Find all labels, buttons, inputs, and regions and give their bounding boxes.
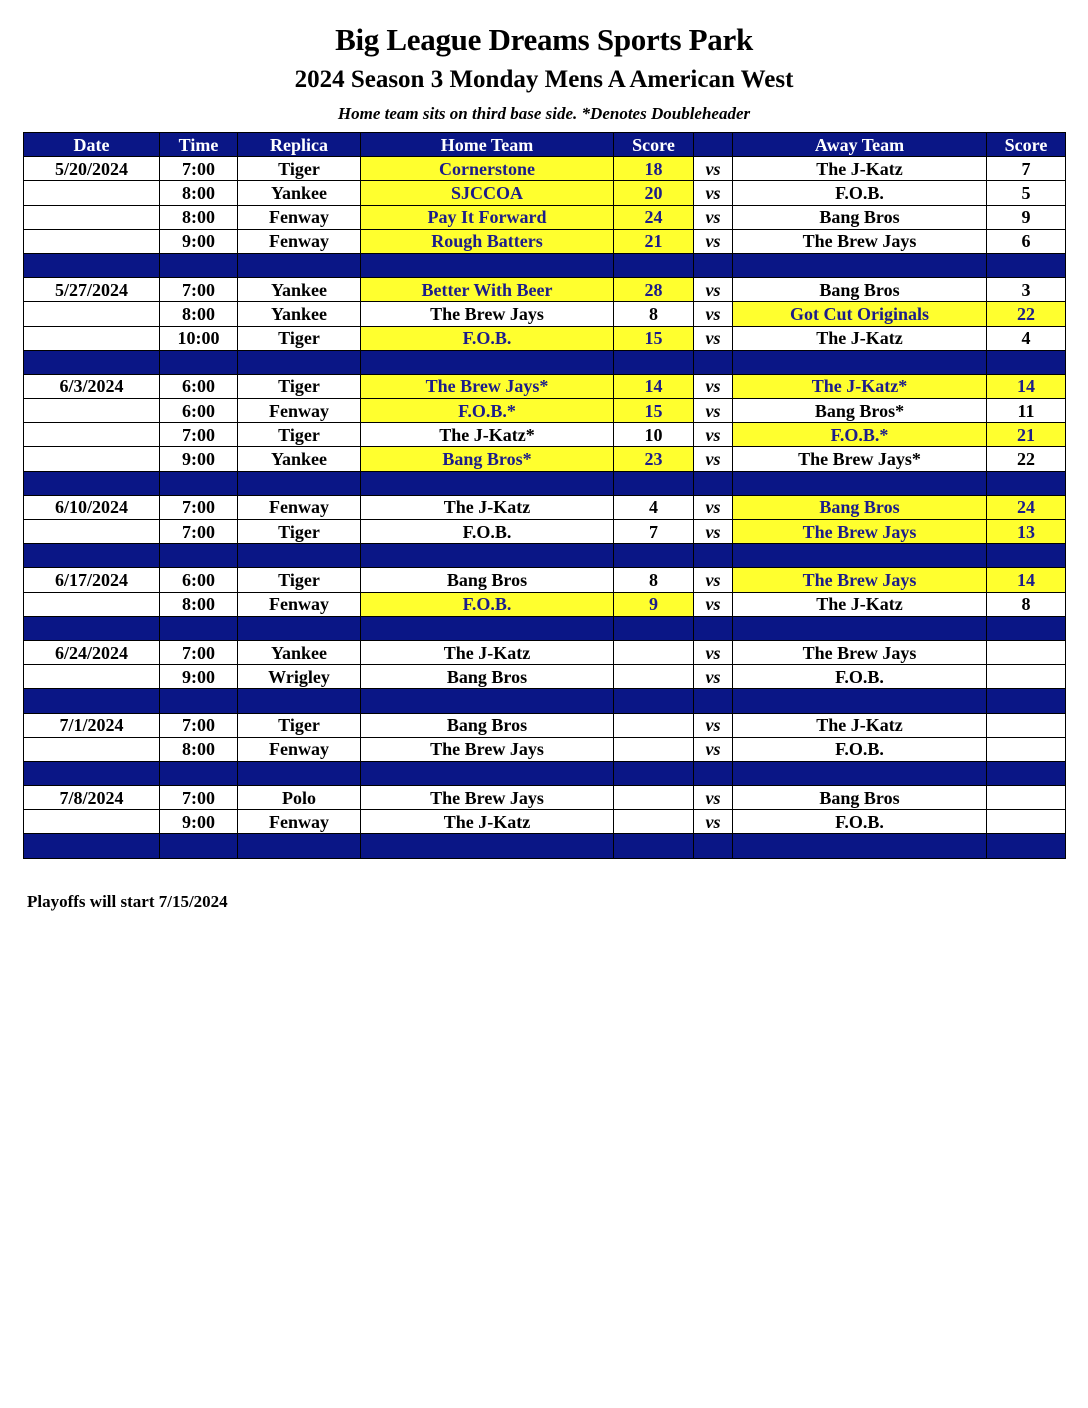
cell-away-team: Bang Bros	[733, 278, 987, 302]
cell-home-score	[614, 810, 694, 834]
game-row	[24, 568, 1066, 592]
cell-away-team: F.O.B.	[733, 665, 987, 689]
game-row	[24, 326, 1066, 350]
separator-cell	[614, 471, 694, 495]
cell-replica: Wrigley	[238, 665, 361, 689]
cell-away-score: 8	[987, 592, 1066, 616]
game-row	[24, 399, 1066, 423]
cell-home-score: 14	[614, 374, 694, 398]
cell-replica: Fenway	[238, 810, 361, 834]
cell-time: 7:00	[160, 640, 238, 664]
separator-row	[24, 834, 1066, 858]
cell-away-team: The J-Katz	[733, 592, 987, 616]
separator-cell	[160, 350, 238, 374]
cell-date: 6/10/2024	[24, 495, 160, 519]
separator-cell	[614, 253, 694, 277]
separator-cell	[238, 350, 361, 374]
cell-date	[24, 810, 160, 834]
cell-away-team: The J-Katz*	[733, 374, 987, 398]
cell-date	[24, 520, 160, 544]
cell-vs: vs	[694, 374, 733, 398]
cell-time: 7:00	[160, 278, 238, 302]
cell-time: 7:00	[160, 786, 238, 810]
cell-date	[24, 447, 160, 471]
game-row	[24, 786, 1066, 810]
separator-cell	[987, 761, 1066, 785]
cell-replica: Yankee	[238, 302, 361, 326]
separator-cell	[614, 616, 694, 640]
cell-home-team: The J-Katz	[361, 640, 614, 664]
cell-replica: Fenway	[238, 229, 361, 253]
cell-away-score: 14	[987, 568, 1066, 592]
cell-away-team: Bang Bros	[733, 205, 987, 229]
separator-cell	[24, 834, 160, 858]
separator-row	[24, 350, 1066, 374]
cell-home-score: 8	[614, 302, 694, 326]
cell-replica: Fenway	[238, 495, 361, 519]
separator-cell	[987, 544, 1066, 568]
separator-cell	[733, 761, 987, 785]
cell-vs: vs	[694, 786, 733, 810]
cell-date	[24, 326, 160, 350]
cell-time: 6:00	[160, 399, 238, 423]
cell-home-score	[614, 713, 694, 737]
page-subtitle: 2024 Season 3 Monday Mens A American West	[294, 66, 794, 93]
cell-date: 6/3/2024	[24, 374, 160, 398]
separator-cell	[160, 471, 238, 495]
cell-time: 6:00	[160, 374, 238, 398]
separator-cell	[238, 834, 361, 858]
separator-cell	[160, 834, 238, 858]
cell-away-score	[987, 665, 1066, 689]
cell-date	[24, 229, 160, 253]
cell-time: 10:00	[160, 326, 238, 350]
cell-time: 9:00	[160, 447, 238, 471]
separator-cell	[987, 689, 1066, 713]
cell-home-team: Bang Bros	[361, 713, 614, 737]
cell-replica: Yankee	[238, 447, 361, 471]
cell-replica: Yankee	[238, 278, 361, 302]
schedule-table	[23, 132, 1066, 859]
cell-away-score: 3	[987, 278, 1066, 302]
cell-home-score: 20	[614, 181, 694, 205]
cell-date	[24, 423, 160, 447]
cell-vs: vs	[694, 737, 733, 761]
separator-cell	[733, 544, 987, 568]
cell-home-team: The J-Katz	[361, 495, 614, 519]
separator-cell	[361, 834, 614, 858]
cell-away-team: The Brew Jays*	[733, 447, 987, 471]
cell-home-score: 9	[614, 592, 694, 616]
cell-away-team: F.O.B.*	[733, 423, 987, 447]
cell-home-score	[614, 640, 694, 664]
game-row	[24, 229, 1066, 253]
cell-home-team: SJCCOA	[361, 181, 614, 205]
cell-time: 7:00	[160, 423, 238, 447]
separator-cell	[694, 761, 733, 785]
separator-cell	[733, 616, 987, 640]
separator-cell	[694, 834, 733, 858]
cell-date: 6/24/2024	[24, 640, 160, 664]
separator-cell	[160, 616, 238, 640]
separator-cell	[987, 253, 1066, 277]
playoffs-note: Playoffs will start 7/15/2024	[27, 892, 228, 911]
schedule-note: Home team sits on third base side. *Denotes Doubleheader	[337, 104, 751, 123]
cell-vs: vs	[694, 181, 733, 205]
cell-time: 7:00	[160, 157, 238, 181]
game-row	[24, 737, 1066, 761]
cell-vs: vs	[694, 665, 733, 689]
cell-away-team: The J-Katz	[733, 326, 987, 350]
cell-date: 5/20/2024	[24, 157, 160, 181]
game-row	[24, 278, 1066, 302]
cell-vs: vs	[694, 568, 733, 592]
separator-cell	[24, 761, 160, 785]
cell-date: 5/27/2024	[24, 278, 160, 302]
schedule-body	[24, 157, 1066, 858]
separator-cell	[361, 350, 614, 374]
separator-cell	[614, 350, 694, 374]
cell-home-score: 28	[614, 278, 694, 302]
separator-cell	[614, 761, 694, 785]
cell-replica: Tiger	[238, 326, 361, 350]
cell-home-team: F.O.B.	[361, 326, 614, 350]
game-row	[24, 495, 1066, 519]
cell-vs: vs	[694, 205, 733, 229]
game-row	[24, 447, 1066, 471]
cell-replica: Tiger	[238, 423, 361, 447]
game-row	[24, 713, 1066, 737]
separator-cell	[361, 253, 614, 277]
cell-vs: vs	[694, 447, 733, 471]
separator-row	[24, 616, 1066, 640]
cell-home-team: Bang Bros	[361, 568, 614, 592]
cell-away-team: F.O.B.	[733, 737, 987, 761]
separator-cell	[160, 544, 238, 568]
separator-cell	[361, 689, 614, 713]
game-row	[24, 423, 1066, 447]
cell-away-score: 11	[987, 399, 1066, 423]
cell-away-team: Bang Bros	[733, 786, 987, 810]
separator-cell	[614, 544, 694, 568]
cell-time: 8:00	[160, 205, 238, 229]
separator-cell	[24, 689, 160, 713]
separator-cell	[694, 689, 733, 713]
separator-cell	[24, 616, 160, 640]
separator-cell	[160, 689, 238, 713]
cell-away-team: The Brew Jays	[733, 520, 987, 544]
cell-vs: vs	[694, 423, 733, 447]
cell-home-team: Bang Bros*	[361, 447, 614, 471]
page-title: Big League Dreams Sports Park	[335, 22, 753, 57]
col-header-home-team: Home Team	[361, 133, 614, 157]
cell-away-score: 14	[987, 374, 1066, 398]
separator-cell	[694, 350, 733, 374]
cell-home-team: F.O.B.	[361, 520, 614, 544]
separator-cell	[238, 689, 361, 713]
cell-replica: Polo	[238, 786, 361, 810]
cell-home-score: 8	[614, 568, 694, 592]
cell-home-team: The Brew Jays	[361, 302, 614, 326]
separator-cell	[238, 544, 361, 568]
cell-vs: vs	[694, 592, 733, 616]
separator-cell	[24, 253, 160, 277]
cell-time: 8:00	[160, 302, 238, 326]
cell-date: 6/17/2024	[24, 568, 160, 592]
cell-home-team: Cornerstone	[361, 157, 614, 181]
game-row	[24, 520, 1066, 544]
cell-replica: Yankee	[238, 181, 361, 205]
separator-cell	[733, 689, 987, 713]
cell-home-team: Pay It Forward	[361, 205, 614, 229]
separator-cell	[987, 471, 1066, 495]
cell-replica: Fenway	[238, 399, 361, 423]
col-header-home-score: Score	[614, 133, 694, 157]
separator-cell	[987, 834, 1066, 858]
cell-away-team: The Brew Jays	[733, 640, 987, 664]
cell-away-team: F.O.B.	[733, 810, 987, 834]
cell-away-team: Bang Bros	[733, 495, 987, 519]
cell-away-score	[987, 640, 1066, 664]
col-header-time: Time	[160, 133, 238, 157]
cell-home-team: F.O.B.	[361, 592, 614, 616]
cell-time: 6:00	[160, 568, 238, 592]
cell-home-score: 15	[614, 326, 694, 350]
game-row	[24, 157, 1066, 181]
cell-date	[24, 592, 160, 616]
separator-cell	[238, 761, 361, 785]
cell-time: 7:00	[160, 520, 238, 544]
cell-away-score	[987, 713, 1066, 737]
separator-cell	[238, 253, 361, 277]
separator-cell	[361, 544, 614, 568]
col-header-date: Date	[24, 133, 160, 157]
game-row	[24, 302, 1066, 326]
col-header-replica: Replica	[238, 133, 361, 157]
cell-away-score: 5	[987, 181, 1066, 205]
cell-home-score: 18	[614, 157, 694, 181]
separator-cell	[238, 471, 361, 495]
cell-time: 8:00	[160, 181, 238, 205]
separator-cell	[160, 761, 238, 785]
cell-away-score: 13	[987, 520, 1066, 544]
cell-vs: vs	[694, 302, 733, 326]
separator-cell	[361, 616, 614, 640]
cell-vs: vs	[694, 495, 733, 519]
separator-cell	[733, 350, 987, 374]
cell-away-score	[987, 786, 1066, 810]
cell-home-score: 7	[614, 520, 694, 544]
separator-cell	[694, 471, 733, 495]
separator-cell	[24, 350, 160, 374]
cell-away-score	[987, 737, 1066, 761]
cell-replica: Fenway	[238, 737, 361, 761]
cell-vs: vs	[694, 278, 733, 302]
cell-away-score	[987, 810, 1066, 834]
cell-away-score: 22	[987, 302, 1066, 326]
separator-cell	[361, 761, 614, 785]
cell-home-score: 23	[614, 447, 694, 471]
cell-away-score: 4	[987, 326, 1066, 350]
table-header-row	[24, 133, 1066, 157]
cell-home-score: 15	[614, 399, 694, 423]
cell-away-team: F.O.B.	[733, 181, 987, 205]
separator-cell	[987, 616, 1066, 640]
cell-time: 9:00	[160, 229, 238, 253]
cell-away-team: The J-Katz	[733, 157, 987, 181]
cell-replica: Tiger	[238, 568, 361, 592]
cell-vs: vs	[694, 326, 733, 350]
separator-cell	[614, 689, 694, 713]
cell-home-team: The J-Katz	[361, 810, 614, 834]
cell-date	[24, 737, 160, 761]
cell-date	[24, 205, 160, 229]
cell-replica: Fenway	[238, 205, 361, 229]
cell-away-score: 7	[987, 157, 1066, 181]
game-row	[24, 205, 1066, 229]
separator-cell	[614, 834, 694, 858]
cell-home-team: Bang Bros	[361, 665, 614, 689]
cell-vs: vs	[694, 810, 733, 834]
cell-away-team: The Brew Jays	[733, 568, 987, 592]
cell-home-score	[614, 665, 694, 689]
cell-away-team: The Brew Jays	[733, 229, 987, 253]
cell-date: 7/8/2024	[24, 786, 160, 810]
game-row	[24, 181, 1066, 205]
cell-home-score: 10	[614, 423, 694, 447]
cell-time: 8:00	[160, 592, 238, 616]
cell-replica: Tiger	[238, 157, 361, 181]
cell-away-team: Bang Bros*	[733, 399, 987, 423]
cell-home-score: 4	[614, 495, 694, 519]
separator-row	[24, 689, 1066, 713]
cell-replica: Tiger	[238, 713, 361, 737]
game-row	[24, 592, 1066, 616]
cell-time: 8:00	[160, 737, 238, 761]
separator-cell	[24, 471, 160, 495]
separator-cell	[694, 616, 733, 640]
separator-row	[24, 544, 1066, 568]
separator-cell	[361, 471, 614, 495]
cell-vs: vs	[694, 229, 733, 253]
cell-home-team: F.O.B.*	[361, 399, 614, 423]
cell-date	[24, 181, 160, 205]
separator-row	[24, 761, 1066, 785]
cell-home-team: The J-Katz*	[361, 423, 614, 447]
cell-away-team: The J-Katz	[733, 713, 987, 737]
separator-cell	[160, 253, 238, 277]
cell-home-team: Rough Batters	[361, 229, 614, 253]
cell-home-score: 24	[614, 205, 694, 229]
cell-replica: Fenway	[238, 592, 361, 616]
separator-cell	[733, 834, 987, 858]
cell-home-score	[614, 737, 694, 761]
cell-home-team: The Brew Jays*	[361, 374, 614, 398]
separator-cell	[238, 616, 361, 640]
cell-replica: Tiger	[238, 374, 361, 398]
col-header-vs	[694, 133, 733, 157]
cell-replica: Tiger	[238, 520, 361, 544]
cell-away-score: 22	[987, 447, 1066, 471]
cell-time: 7:00	[160, 495, 238, 519]
cell-home-score	[614, 786, 694, 810]
separator-cell	[694, 544, 733, 568]
game-row	[24, 374, 1066, 398]
separator-cell	[24, 544, 160, 568]
cell-vs: vs	[694, 157, 733, 181]
cell-time: 7:00	[160, 713, 238, 737]
cell-home-team: The Brew Jays	[361, 786, 614, 810]
cell-away-score: 9	[987, 205, 1066, 229]
cell-date	[24, 302, 160, 326]
cell-time: 9:00	[160, 810, 238, 834]
cell-vs: vs	[694, 713, 733, 737]
cell-replica: Yankee	[238, 640, 361, 664]
game-row	[24, 665, 1066, 689]
cell-away-team: Got Cut Originals	[733, 302, 987, 326]
separator-row	[24, 253, 1066, 277]
separator-row	[24, 471, 1066, 495]
cell-home-score: 21	[614, 229, 694, 253]
cell-vs: vs	[694, 640, 733, 664]
separator-cell	[733, 253, 987, 277]
col-header-away-score: Score	[987, 133, 1066, 157]
cell-home-team: Better With Beer	[361, 278, 614, 302]
game-row	[24, 640, 1066, 664]
cell-vs: vs	[694, 520, 733, 544]
cell-date	[24, 665, 160, 689]
cell-home-team: The Brew Jays	[361, 737, 614, 761]
cell-date: 7/1/2024	[24, 713, 160, 737]
cell-date	[24, 399, 160, 423]
game-row	[24, 810, 1066, 834]
cell-time: 9:00	[160, 665, 238, 689]
cell-away-score: 24	[987, 495, 1066, 519]
separator-cell	[694, 253, 733, 277]
cell-away-score: 6	[987, 229, 1066, 253]
separator-cell	[987, 350, 1066, 374]
cell-vs: vs	[694, 399, 733, 423]
cell-away-score: 21	[987, 423, 1066, 447]
separator-cell	[733, 471, 987, 495]
col-header-away-team: Away Team	[733, 133, 987, 157]
